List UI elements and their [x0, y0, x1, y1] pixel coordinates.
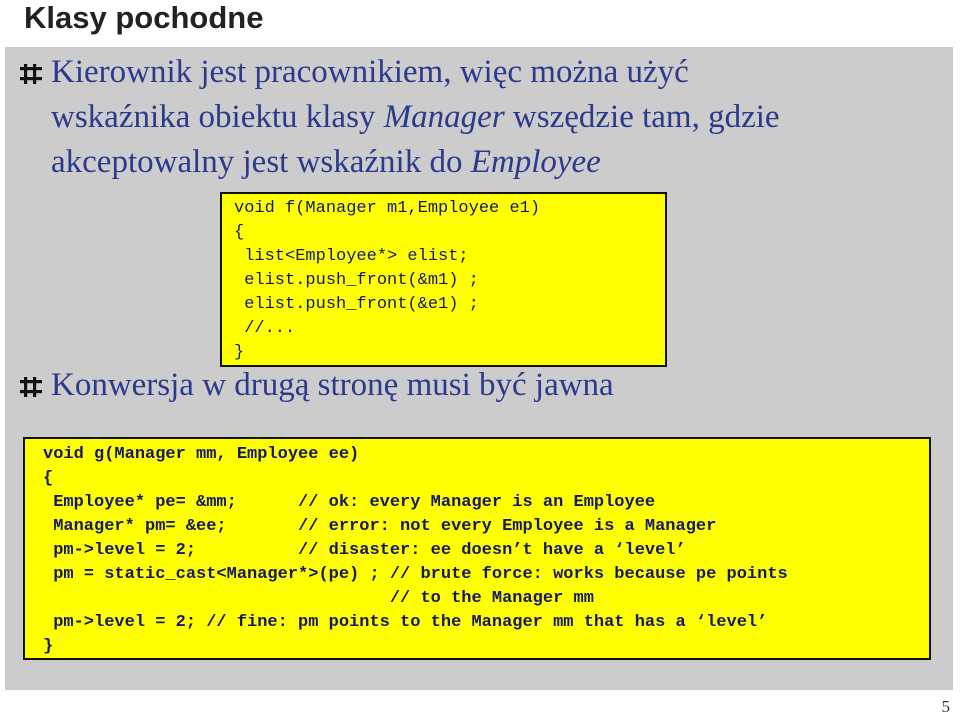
code-line: }	[43, 637, 54, 656]
code-block-f	[220, 192, 667, 367]
code-line: pm->level = 2; // disaster: ee doesn’t have a ‘level’	[43, 541, 686, 560]
code-block-g	[23, 437, 931, 660]
code-line: }	[234, 343, 245, 362]
code-line: Employee* pe= &mm; // ok: every Manager is an Employee	[43, 493, 656, 512]
bullet-run: wskaźnika obiektu klasy	[51, 99, 384, 135]
code-line: {	[234, 223, 245, 242]
code-line: pm->level = 2; // fine: pm points to the Manager mm that has a ‘level’	[43, 613, 768, 632]
slide-title: Klasy pochodne	[24, 0, 264, 35]
code-line: pm = static_cast<Manager*>(pe) ; // brute force: works because pe points	[43, 565, 788, 584]
bullet-run: Manager	[383, 99, 505, 135]
bullet-text-downcast	[51, 363, 931, 408]
hash-bullet-icon	[19, 375, 43, 399]
content-panel	[5, 47, 953, 690]
code-line: elist.push_front(&m1) ;	[234, 271, 479, 290]
code-line: // to the Manager mm	[43, 589, 594, 608]
code-line: elist.push_front(&e1) ;	[234, 295, 479, 314]
code-line: list<Employee*> elist;	[234, 247, 469, 266]
code-line: //...	[234, 319, 296, 338]
code-line: Manager* pm= &ee; // error: not every Employee is a Manager	[43, 517, 717, 536]
code-line: void f(Manager m1,Employee e1)	[234, 199, 541, 218]
bullet-run: akceptowalny jest wskaźnik do	[51, 144, 471, 180]
bullet-text-upcast	[51, 50, 931, 185]
bullet-run: wszędzie tam, gdzie	[504, 99, 780, 135]
bullet-run: Konwersja w drugą stronę musi być jawna	[51, 367, 614, 403]
bullet-run: Employee	[470, 144, 601, 180]
code-line: {	[43, 469, 54, 488]
code-line: void g(Manager mm, Employee ee)	[43, 445, 360, 464]
page-number: 5	[941, 697, 950, 716]
bullet-run: Kierownik jest pracownikiem, więc można użyć	[51, 54, 689, 90]
hash-bullet-icon	[19, 62, 43, 86]
